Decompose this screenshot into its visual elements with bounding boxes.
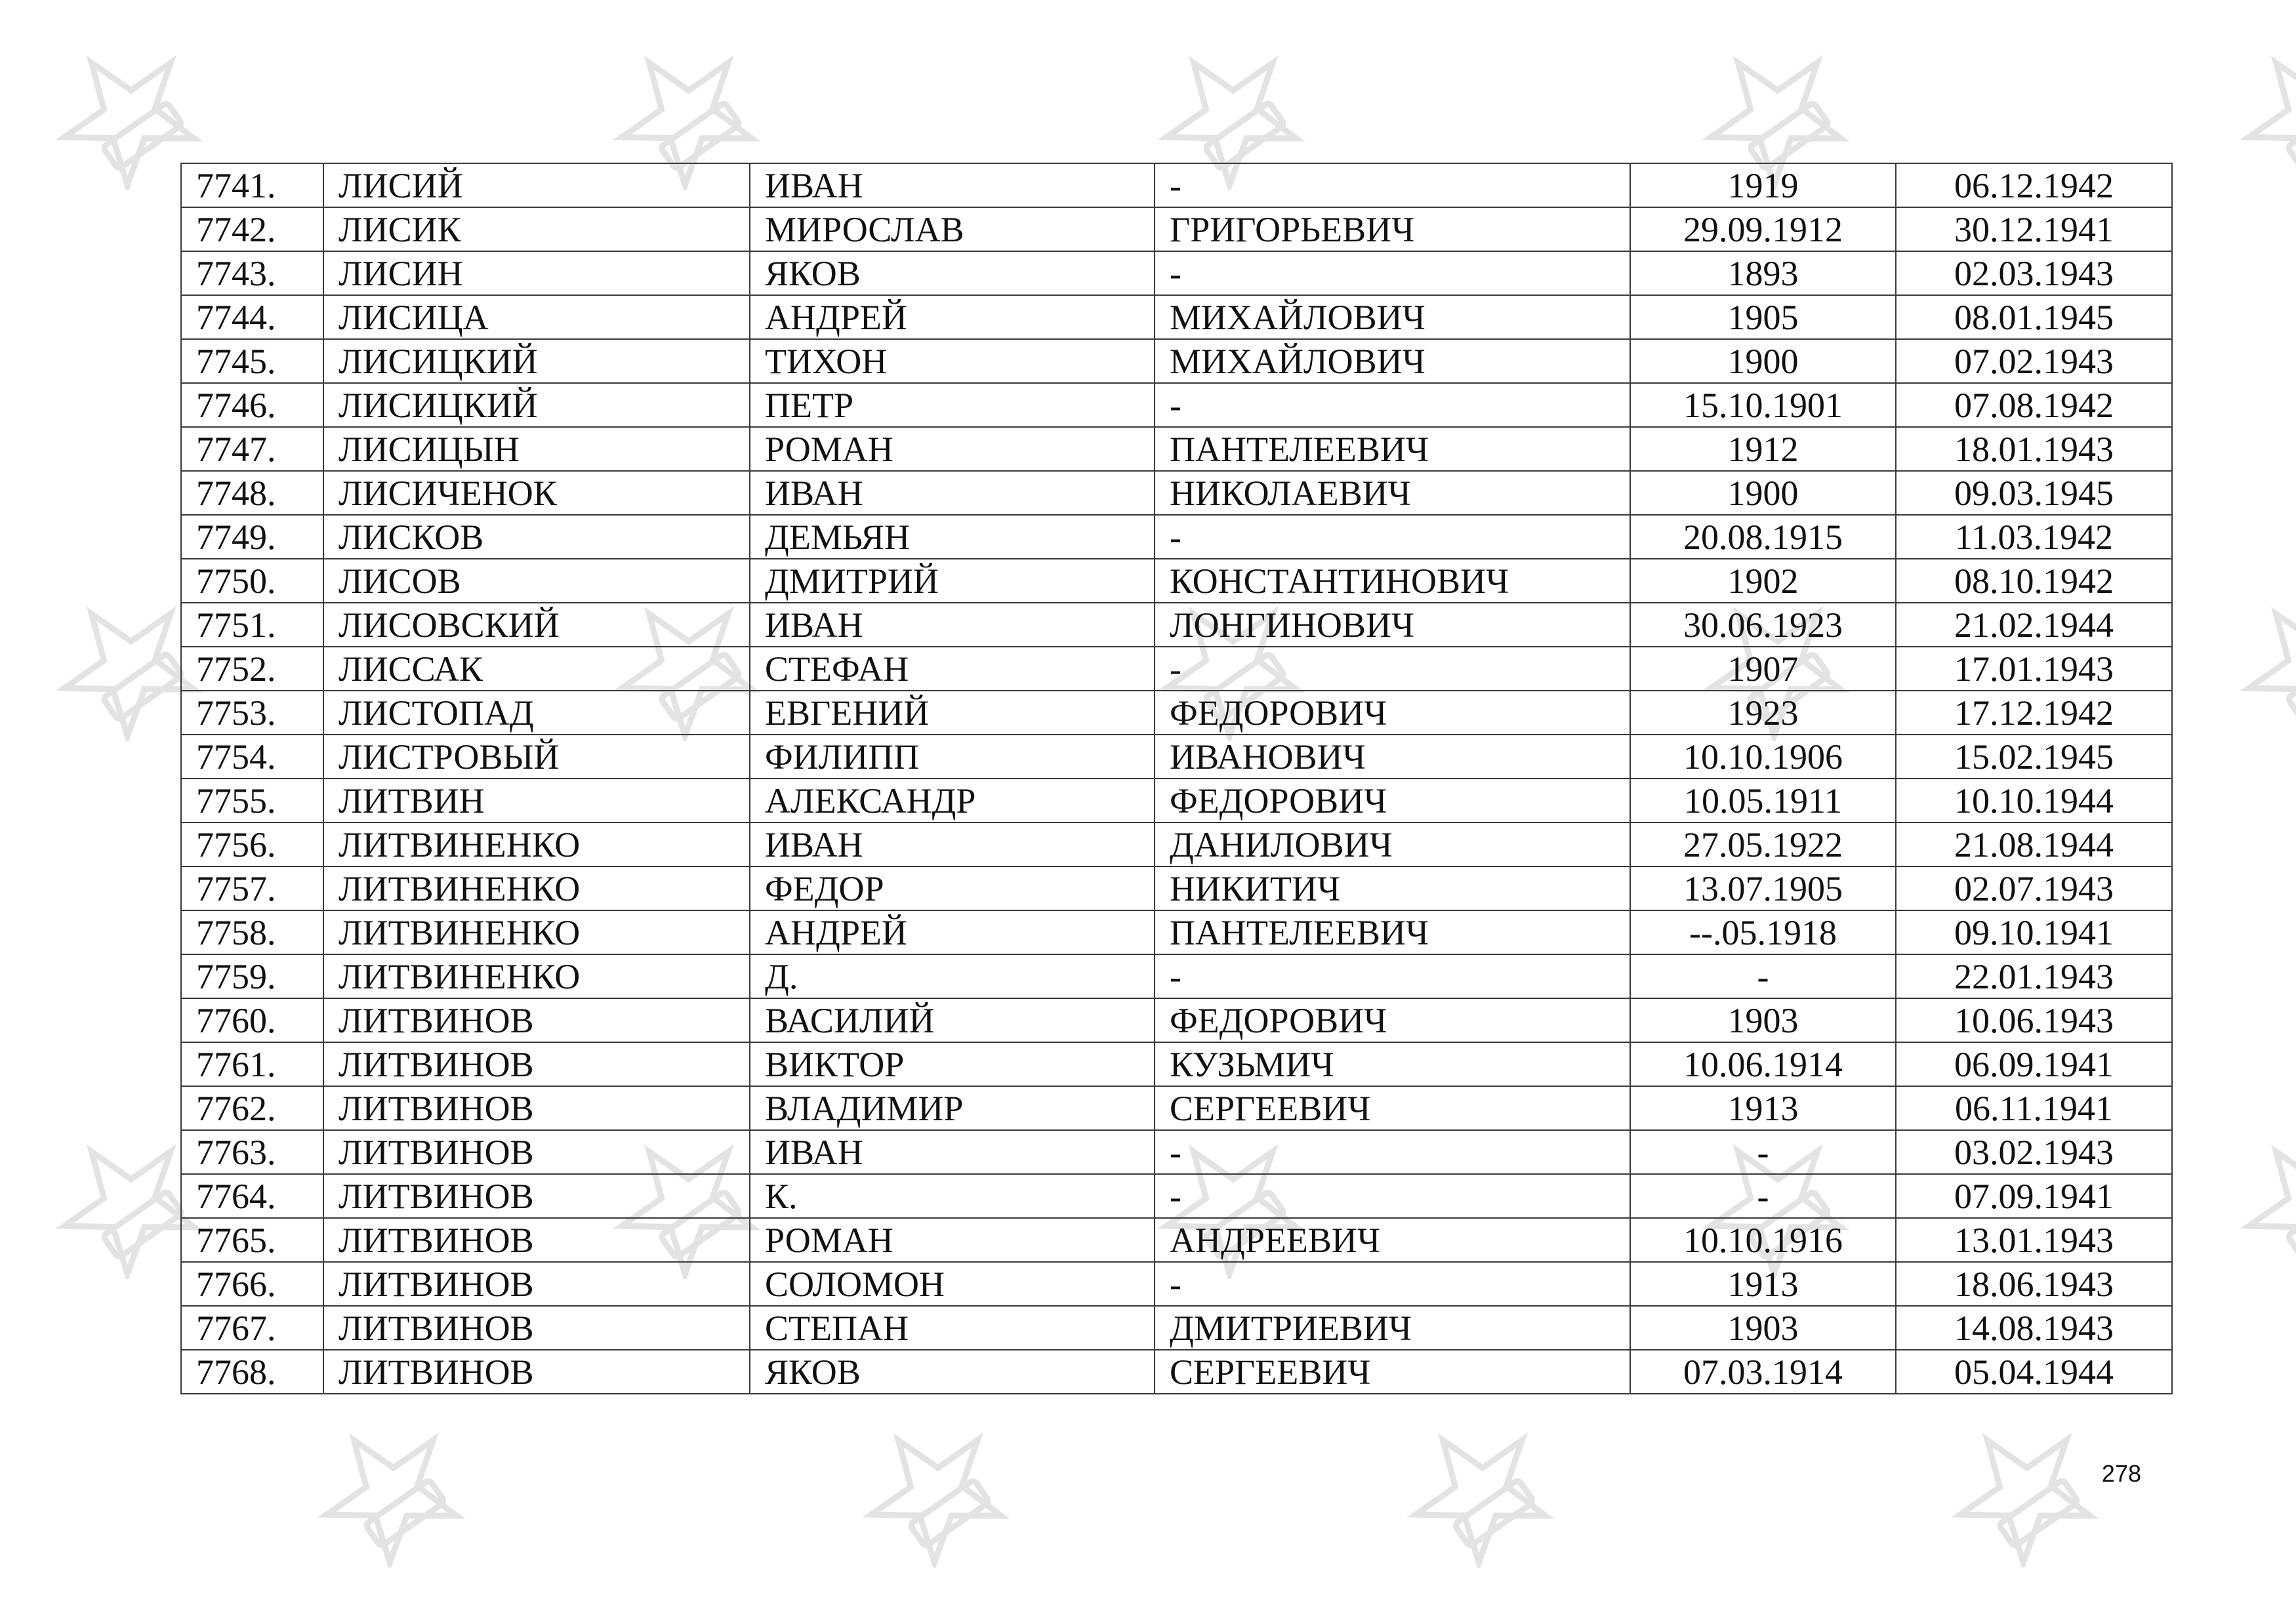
- star-watermark-icon: [2237, 1128, 2296, 1279]
- table-row: [181, 383, 2172, 427]
- patronymic-cell: НИКИТИЧ: [1155, 866, 1630, 910]
- surname-cell: ЛИСТОПАД: [323, 691, 750, 735]
- record-number-cell: 7767.: [181, 1306, 323, 1350]
- first-name-cell: ДМИТРИЙ: [750, 559, 1155, 603]
- death-date-cell: 13.01.1943: [1896, 1218, 2172, 1262]
- surname-cell: ЛИСИК: [323, 207, 750, 251]
- death-date-cell: 05.04.1944: [1896, 1350, 2172, 1394]
- patronymic-cell: -: [1155, 515, 1630, 559]
- table-row: [181, 954, 2172, 998]
- surname-cell: ЛИСИЙ: [323, 163, 750, 207]
- surname-cell: ЛИТВИНОВ: [323, 1262, 750, 1306]
- birth-date-cell: 1902: [1630, 559, 1896, 603]
- death-date-cell: 10.06.1943: [1896, 998, 2172, 1042]
- patronymic-cell: СЕРГЕЕВИЧ: [1155, 1350, 1630, 1394]
- record-number-cell: 7759.: [181, 954, 323, 998]
- surname-cell: ЛИТВИНОВ: [323, 1350, 750, 1394]
- patronymic-cell: НИКОЛАЕВИЧ: [1155, 471, 1630, 515]
- birth-date-cell: 10.05.1911: [1630, 779, 1896, 822]
- first-name-cell: ТИХОН: [750, 339, 1155, 383]
- patronymic-cell: -: [1155, 251, 1630, 295]
- patronymic-cell: ПАНТЕЛЕЕВИЧ: [1155, 910, 1630, 954]
- birth-date-cell: -: [1630, 954, 1896, 998]
- first-name-cell: ИВАН: [750, 163, 1155, 207]
- table-row: [181, 471, 2172, 515]
- record-number-cell: 7746.: [181, 383, 323, 427]
- birth-date-cell: 1903: [1630, 1306, 1896, 1350]
- patronymic-cell: ФЕДОРОВИЧ: [1155, 691, 1630, 735]
- table-row: [181, 1262, 2172, 1306]
- birth-date-cell: 29.09.1912: [1630, 207, 1896, 251]
- surname-cell: ЛИТВИНОВ: [323, 1218, 750, 1262]
- registry-table-body: [181, 163, 2172, 1394]
- patronymic-cell: -: [1155, 1262, 1630, 1306]
- record-number-cell: 7748.: [181, 471, 323, 515]
- surname-cell: ЛИТВИНЕНКО: [323, 910, 750, 954]
- death-date-cell: 21.02.1944: [1896, 603, 2172, 647]
- birth-date-cell: 1905: [1630, 295, 1896, 339]
- surname-cell: ЛИТВИНЕНКО: [323, 866, 750, 910]
- birth-date-cell: 1913: [1630, 1086, 1896, 1130]
- birth-date-cell: 1912: [1630, 427, 1896, 471]
- record-number-cell: 7756.: [181, 822, 323, 866]
- first-name-cell: РОМАН: [750, 1218, 1155, 1262]
- surname-cell: ЛИСОВ: [323, 559, 750, 603]
- table-row: [181, 603, 2172, 647]
- birth-date-cell: 10.10.1906: [1630, 735, 1896, 779]
- table-row: [181, 1130, 2172, 1174]
- first-name-cell: ИВАН: [750, 603, 1155, 647]
- death-date-cell: 22.01.1943: [1896, 954, 2172, 998]
- table-row: [181, 910, 2172, 954]
- record-number-cell: 7743.: [181, 251, 323, 295]
- table-row: [181, 295, 2172, 339]
- record-number-cell: 7757.: [181, 866, 323, 910]
- record-number-cell: 7751.: [181, 603, 323, 647]
- table-row: [181, 515, 2172, 559]
- birth-date-cell: 1923: [1630, 691, 1896, 735]
- record-number-cell: 7741.: [181, 163, 323, 207]
- surname-cell: ЛИСТРОВЫЙ: [323, 735, 750, 779]
- surname-cell: ЛИСИН: [323, 251, 750, 295]
- surname-cell: ЛИСОВСКИЙ: [323, 603, 750, 647]
- surname-cell: ЛИТВИНОВ: [323, 1042, 750, 1086]
- table-row: [181, 163, 2172, 207]
- table-row: [181, 559, 2172, 603]
- first-name-cell: ФЕДОР: [750, 866, 1155, 910]
- first-name-cell: РОМАН: [750, 427, 1155, 471]
- birth-date-cell: 15.10.1901: [1630, 383, 1896, 427]
- first-name-cell: ИВАН: [750, 1130, 1155, 1174]
- star-watermark-icon: [2237, 590, 2296, 741]
- table-row: [181, 822, 2172, 866]
- first-name-cell: ЕВГЕНИЙ: [750, 691, 1155, 735]
- record-number-cell: 7762.: [181, 1086, 323, 1130]
- death-date-cell: 08.10.1942: [1896, 559, 2172, 603]
- patronymic-cell: -: [1155, 954, 1630, 998]
- patronymic-cell: -: [1155, 1130, 1630, 1174]
- first-name-cell: АЛЕКСАНДР: [750, 779, 1155, 822]
- first-name-cell: ЯКОВ: [750, 1350, 1155, 1394]
- record-number-cell: 7764.: [181, 1174, 323, 1218]
- record-number-cell: 7755.: [181, 779, 323, 822]
- death-date-cell: 17.01.1943: [1896, 647, 2172, 691]
- first-name-cell: ВАСИЛИЙ: [750, 998, 1155, 1042]
- patronymic-cell: ДМИТРИЕВИЧ: [1155, 1306, 1630, 1350]
- table-row: [181, 691, 2172, 735]
- death-date-cell: 30.12.1941: [1896, 207, 2172, 251]
- star-watermark-icon: [1948, 1417, 2099, 1568]
- record-number-cell: 7747.: [181, 427, 323, 471]
- table-row: [181, 1174, 2172, 1218]
- surname-cell: ЛИСИЧЕНОК: [323, 471, 750, 515]
- first-name-cell: ИВАН: [750, 471, 1155, 515]
- birth-date-cell: 1919: [1630, 163, 1896, 207]
- registry-table: [180, 163, 2173, 1394]
- birth-date-cell: -: [1630, 1174, 1896, 1218]
- surname-cell: ЛИТВИНОВ: [323, 1086, 750, 1130]
- surname-cell: ЛИТВИНОВ: [323, 1130, 750, 1174]
- surname-cell: ЛИТВИН: [323, 779, 750, 822]
- first-name-cell: СТЕФАН: [750, 647, 1155, 691]
- birth-date-cell: 1903: [1630, 998, 1896, 1042]
- patronymic-cell: ЛОНГИНОВИЧ: [1155, 603, 1630, 647]
- first-name-cell: ВЛАДИМИР: [750, 1086, 1155, 1130]
- record-number-cell: 7758.: [181, 910, 323, 954]
- surname-cell: ЛИТВИНОВ: [323, 998, 750, 1042]
- birth-date-cell: 1907: [1630, 647, 1896, 691]
- table-row: [181, 1306, 2172, 1350]
- patronymic-cell: МИХАЙЛОВИЧ: [1155, 295, 1630, 339]
- birth-date-cell: --.05.1918: [1630, 910, 1896, 954]
- first-name-cell: АНДРЕЙ: [750, 910, 1155, 954]
- death-date-cell: 03.02.1943: [1896, 1130, 2172, 1174]
- first-name-cell: ПЕТР: [750, 383, 1155, 427]
- birth-date-cell: 20.08.1915: [1630, 515, 1896, 559]
- surname-cell: ЛИСИЦКИЙ: [323, 383, 750, 427]
- star-watermark-icon: [2237, 39, 2296, 190]
- patronymic-cell: ПАНТЕЛЕЕВИЧ: [1155, 427, 1630, 471]
- surname-cell: ЛИТВИНОВ: [323, 1174, 750, 1218]
- death-date-cell: 06.12.1942: [1896, 163, 2172, 207]
- birth-date-cell: 1900: [1630, 339, 1896, 383]
- first-name-cell: МИРОСЛАВ: [750, 207, 1155, 251]
- death-date-cell: 18.01.1943: [1896, 427, 2172, 471]
- surname-cell: ЛИТВИНОВ: [323, 1306, 750, 1350]
- death-date-cell: 07.02.1943: [1896, 339, 2172, 383]
- death-date-cell: 21.08.1944: [1896, 822, 2172, 866]
- patronymic-cell: ГРИГОРЬЕВИЧ: [1155, 207, 1630, 251]
- record-number-cell: 7742.: [181, 207, 323, 251]
- first-name-cell: ВИКТОР: [750, 1042, 1155, 1086]
- birth-date-cell: 07.03.1914: [1630, 1350, 1896, 1394]
- first-name-cell: ДЕМЬЯН: [750, 515, 1155, 559]
- surname-cell: ЛИТВИНЕНКО: [323, 954, 750, 998]
- record-number-cell: 7752.: [181, 647, 323, 691]
- surname-cell: ЛИСКОВ: [323, 515, 750, 559]
- death-date-cell: 07.08.1942: [1896, 383, 2172, 427]
- table-row: [181, 866, 2172, 910]
- table-row: [181, 779, 2172, 822]
- first-name-cell: АНДРЕЙ: [750, 295, 1155, 339]
- death-date-cell: 02.03.1943: [1896, 251, 2172, 295]
- record-number-cell: 7750.: [181, 559, 323, 603]
- patronymic-cell: СЕРГЕЕВИЧ: [1155, 1086, 1630, 1130]
- patronymic-cell: -: [1155, 163, 1630, 207]
- record-number-cell: 7768.: [181, 1350, 323, 1394]
- table-row: [181, 427, 2172, 471]
- death-date-cell: 09.03.1945: [1896, 471, 2172, 515]
- table-row: [181, 735, 2172, 779]
- patronymic-cell: -: [1155, 383, 1630, 427]
- death-date-cell: 06.09.1941: [1896, 1042, 2172, 1086]
- patronymic-cell: МИХАЙЛОВИЧ: [1155, 339, 1630, 383]
- first-name-cell: ИВАН: [750, 822, 1155, 866]
- surname-cell: ЛИСИЦА: [323, 295, 750, 339]
- birth-date-cell: 1900: [1630, 471, 1896, 515]
- patronymic-cell: -: [1155, 647, 1630, 691]
- table-row: [181, 1218, 2172, 1262]
- birth-date-cell: -: [1630, 1130, 1896, 1174]
- table-row: [181, 1350, 2172, 1394]
- record-number-cell: 7753.: [181, 691, 323, 735]
- record-number-cell: 7761.: [181, 1042, 323, 1086]
- birth-date-cell: 1913: [1630, 1262, 1896, 1306]
- record-number-cell: 7766.: [181, 1262, 323, 1306]
- record-number-cell: 7754.: [181, 735, 323, 779]
- patronymic-cell: КОНСТАНТИНОВИЧ: [1155, 559, 1630, 603]
- first-name-cell: К.: [750, 1174, 1155, 1218]
- patronymic-cell: ФЕДОРОВИЧ: [1155, 779, 1630, 822]
- surname-cell: ЛИССАК: [323, 647, 750, 691]
- surname-cell: ЛИСИЦКИЙ: [323, 339, 750, 383]
- page-number: 278: [2101, 1460, 2141, 1487]
- birth-date-cell: 27.05.1922: [1630, 822, 1896, 866]
- patronymic-cell: ФЕДОРОВИЧ: [1155, 998, 1630, 1042]
- patronymic-cell: ДАНИЛОВИЧ: [1155, 822, 1630, 866]
- birth-date-cell: 30.06.1923: [1630, 603, 1896, 647]
- first-name-cell: Д.: [750, 954, 1155, 998]
- patronymic-cell: КУЗЬМИЧ: [1155, 1042, 1630, 1086]
- star-watermark-icon: [1404, 1417, 1555, 1568]
- death-date-cell: 06.11.1941: [1896, 1086, 2172, 1130]
- death-date-cell: 11.03.1942: [1896, 515, 2172, 559]
- record-number-cell: 7760.: [181, 998, 323, 1042]
- table-row: [181, 998, 2172, 1042]
- record-number-cell: 7744.: [181, 295, 323, 339]
- birth-date-cell: 13.07.1905: [1630, 866, 1896, 910]
- record-number-cell: 7749.: [181, 515, 323, 559]
- birth-date-cell: 10.06.1914: [1630, 1042, 1896, 1086]
- death-date-cell: 07.09.1941: [1896, 1174, 2172, 1218]
- patronymic-cell: ИВАНОВИЧ: [1155, 735, 1630, 779]
- birth-date-cell: 1893: [1630, 251, 1896, 295]
- death-date-cell: 18.06.1943: [1896, 1262, 2172, 1306]
- death-date-cell: 09.10.1941: [1896, 910, 2172, 954]
- table-row: [181, 339, 2172, 383]
- record-number-cell: 7745.: [181, 339, 323, 383]
- table-row: [181, 1086, 2172, 1130]
- first-name-cell: СТЕПАН: [750, 1306, 1155, 1350]
- first-name-cell: ФИЛИПП: [750, 735, 1155, 779]
- death-date-cell: 02.07.1943: [1896, 866, 2172, 910]
- surname-cell: ЛИСИЦЫН: [323, 427, 750, 471]
- record-number-cell: 7765.: [181, 1218, 323, 1262]
- patronymic-cell: -: [1155, 1174, 1630, 1218]
- table-row: [181, 1042, 2172, 1086]
- death-date-cell: 08.01.1945: [1896, 295, 2172, 339]
- table-row: [181, 647, 2172, 691]
- first-name-cell: ЯКОВ: [750, 251, 1155, 295]
- surname-cell: ЛИТВИНЕНКО: [323, 822, 750, 866]
- death-date-cell: 15.02.1945: [1896, 735, 2172, 779]
- table-row: [181, 207, 2172, 251]
- star-watermark-icon: [315, 1417, 466, 1568]
- birth-date-cell: 10.10.1916: [1630, 1218, 1896, 1262]
- table-row: [181, 251, 2172, 295]
- death-date-cell: 14.08.1943: [1896, 1306, 2172, 1350]
- first-name-cell: СОЛОМОН: [750, 1262, 1155, 1306]
- record-number-cell: 7763.: [181, 1130, 323, 1174]
- death-date-cell: 17.12.1942: [1896, 691, 2172, 735]
- death-date-cell: 10.10.1944: [1896, 779, 2172, 822]
- star-watermark-icon: [859, 1417, 1010, 1568]
- patronymic-cell: АНДРЕЕВИЧ: [1155, 1218, 1630, 1262]
